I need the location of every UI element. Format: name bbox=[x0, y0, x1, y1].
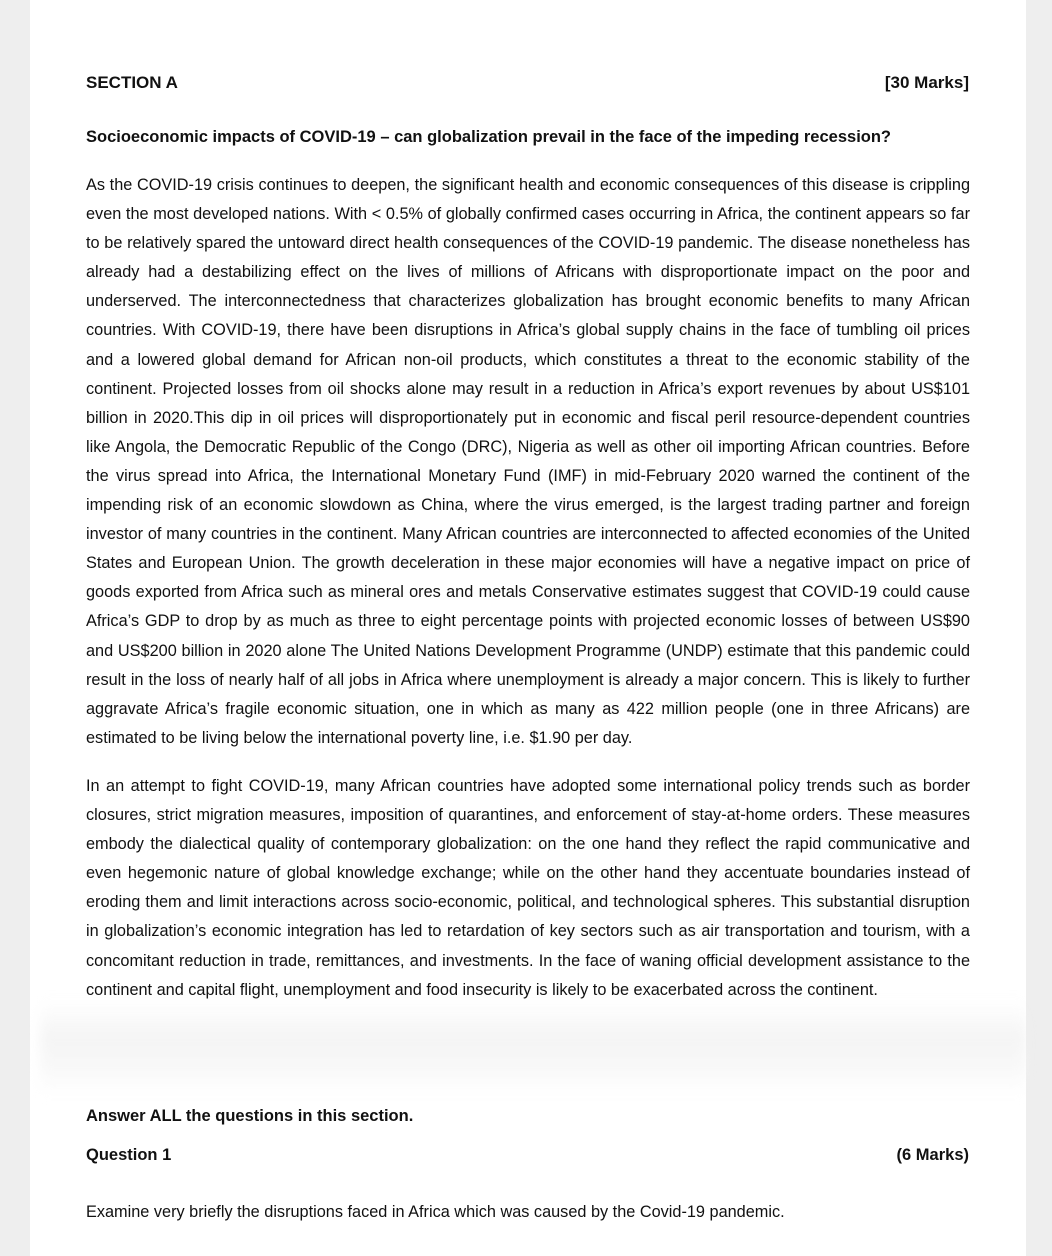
document-title: Socioeconomic impacts of COVID-19 – can globalization prevail in the face of the impeding recession? bbox=[86, 128, 892, 146]
question-text: Examine very briefly the disruptions faced in Africa which was caused by the Covid-19 pandemic. bbox=[86, 1203, 785, 1221]
section-title: SECTION A bbox=[86, 73, 178, 92]
paragraph-2: In an attempt to fight COVID-19, many African countries have adopted some international policy trends such as border closures, strict migration measures, imposition of quarantines, and enforcement of stay-at-home orders. These measures embody the dialectical quality of contemporary globalization: on the one hand they reflect the rapid communicative and even hegemonic nature of global knowledge exchange; while on the other hand they accentuate boundaries instead of eroding them and limit interactions across socio-economic, political, and technological spheres. This substantial disruption in globalization’s economic integration has led to retardation of key sectors such as air transportation and tourism, with a concomitant reduction in trade, remittances, and investments. In the face of waning official development assistance to the continent and capital flight, unemployment and food insecurity is likely to be exacerbated across the continent. bbox=[86, 777, 970, 999]
paragraph-1: As the COVID-19 crisis continues to deepen, the significant health and economic consequences of this disease is crippling even the most developed nations. With < 0.5% of globally confirmed cases occurring in Africa, the continent appears so far to be relatively spared the untoward direct health consequences of the COVID-19 pandemic. The disease nonetheless has already had a destabilizing effect on the lives of millions of Africans with disproportionate impact on the poor and underserved. The interconnectedness that characterizes globalization has brought economic benefits to many African countries. With COVID-19, there have been disruptions in Africa’s global supply chains in the face of tumbling oil prices and a lowered global demand for African non-oil products, which constitutes a threat to the economic stability of the continent. Projected losses from oil shocks alone may result in a reduction in Africa’s export revenues by about US$101 billion in 2020.This dip in oil prices will disproportionately put in economic and fiscal peril resource-dependent countries like Angola, the Democratic Republic of the Congo (DRC), Nigeria as well as other oil importing African countries. Before the virus spread into Africa, the International Monetary Fund (IMF) in mid-February 2020 warned the continent of the impending risk of an economic slowdown as China, where the virus emerged, is the largest trading partner and foreign investor of many countries in the continent. Many African countries are interconnected to affected economies of the United States and European Union. The growth deceleration in these major economies will have a negative impact on price of goods exported from Africa such as mineral ores and metals Conservative estimates suggest that COVID-19 could cause Africa’s GDP to drop by as much as three to eight percentage points with projected economic losses of between US$90 and US$200 billion in 2020 alone The United Nations Development Programme (UNDP) estimate that this pandemic could result in the loss of nearly half of all jobs in Africa where unemployment is already a major concern. This is likely to further aggravate Africa’s fragile economic situation, one in which as many as 422 million people (one in three Africans) are estimated to be living below the international poverty line, i.e. $1.90 per day. bbox=[86, 176, 970, 747]
section-instructions: Answer ALL the questions in this section. bbox=[86, 1107, 414, 1125]
question-marks: (6 Marks) bbox=[896, 1146, 969, 1164]
question-label: Question 1 bbox=[86, 1146, 172, 1164]
scan-smudge bbox=[40, 1000, 1026, 1095]
section-marks: [30 Marks] bbox=[884, 73, 969, 92]
